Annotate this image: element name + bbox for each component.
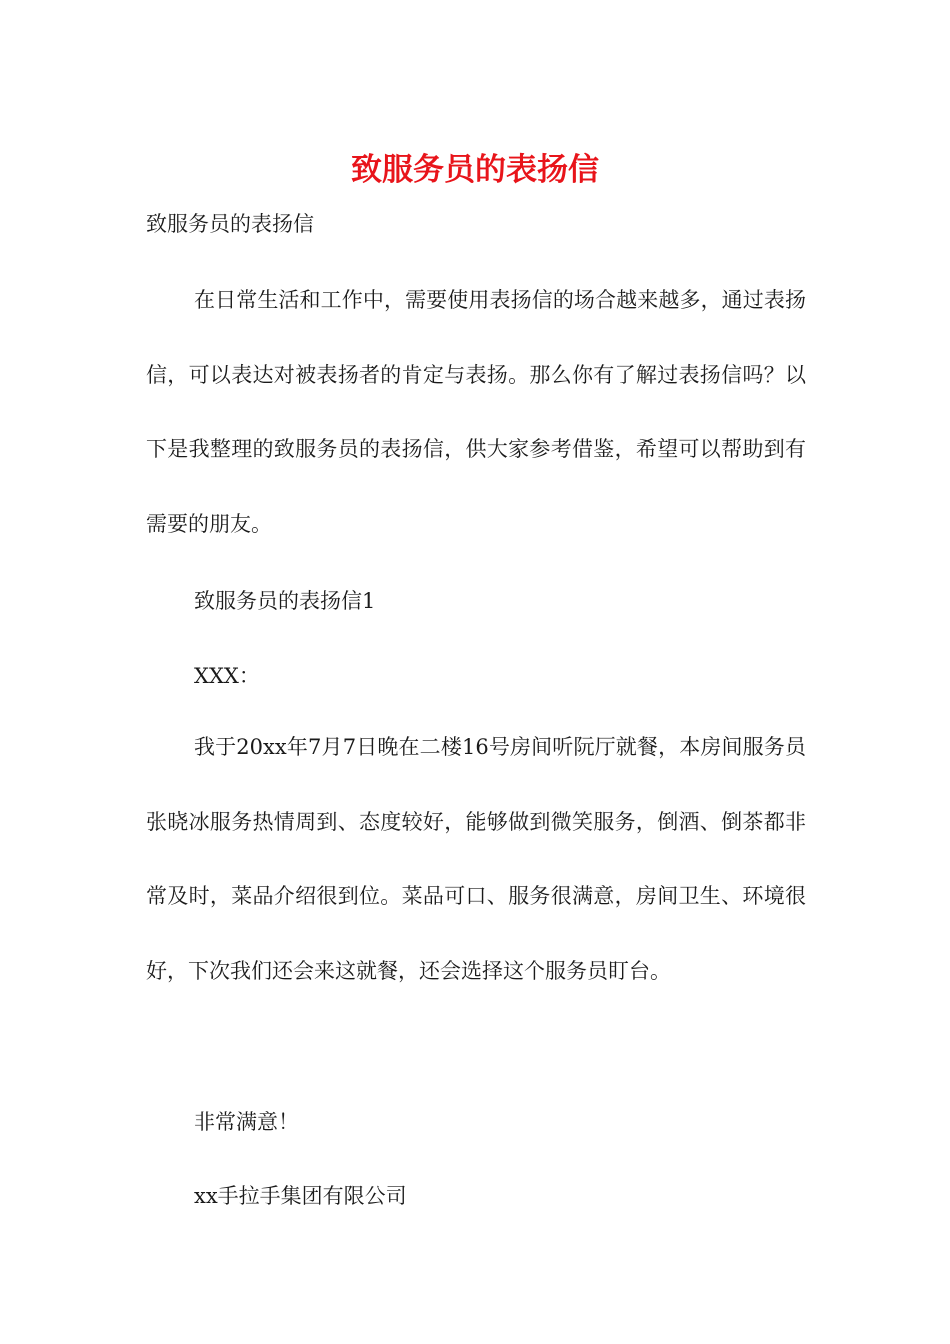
document-subtitle: 致服务员的表扬信 xyxy=(146,212,314,236)
intro-paragraph: 在日常生活和工作中，需要使用表扬信的场合越来越多，通过表扬信，可以表达对被表扬者的肯定与表扬。那么你有了解过表扬信吗？以下是我整理的致服务员的表扬信，供大家参考借鉴，希望可以帮助到有需要的朋友。 xyxy=(146,288,806,536)
closing-line: 非常满意！ xyxy=(194,1110,299,1134)
body-paragraph: 我于20xx年7月7日晚在二楼16号房间听阮厅就餐，本房间服务员张晓冰服务热情周到、态度较好，能够做到微笑服务，倒酒、倒茶都非常及时，菜品介绍很到位。菜品可口、服务很满意，房间卫生、环境很好，下次我们还会来这就餐，还会选择这个服务员盯台。 xyxy=(146,735,806,983)
section-heading: 致服务员的表扬信1 xyxy=(194,589,376,613)
signature: xx手拉手集团有限公司 xyxy=(194,1184,407,1208)
salutation: XXX： xyxy=(194,664,260,688)
document-title: 致服务员的表扬信 xyxy=(351,152,599,188)
